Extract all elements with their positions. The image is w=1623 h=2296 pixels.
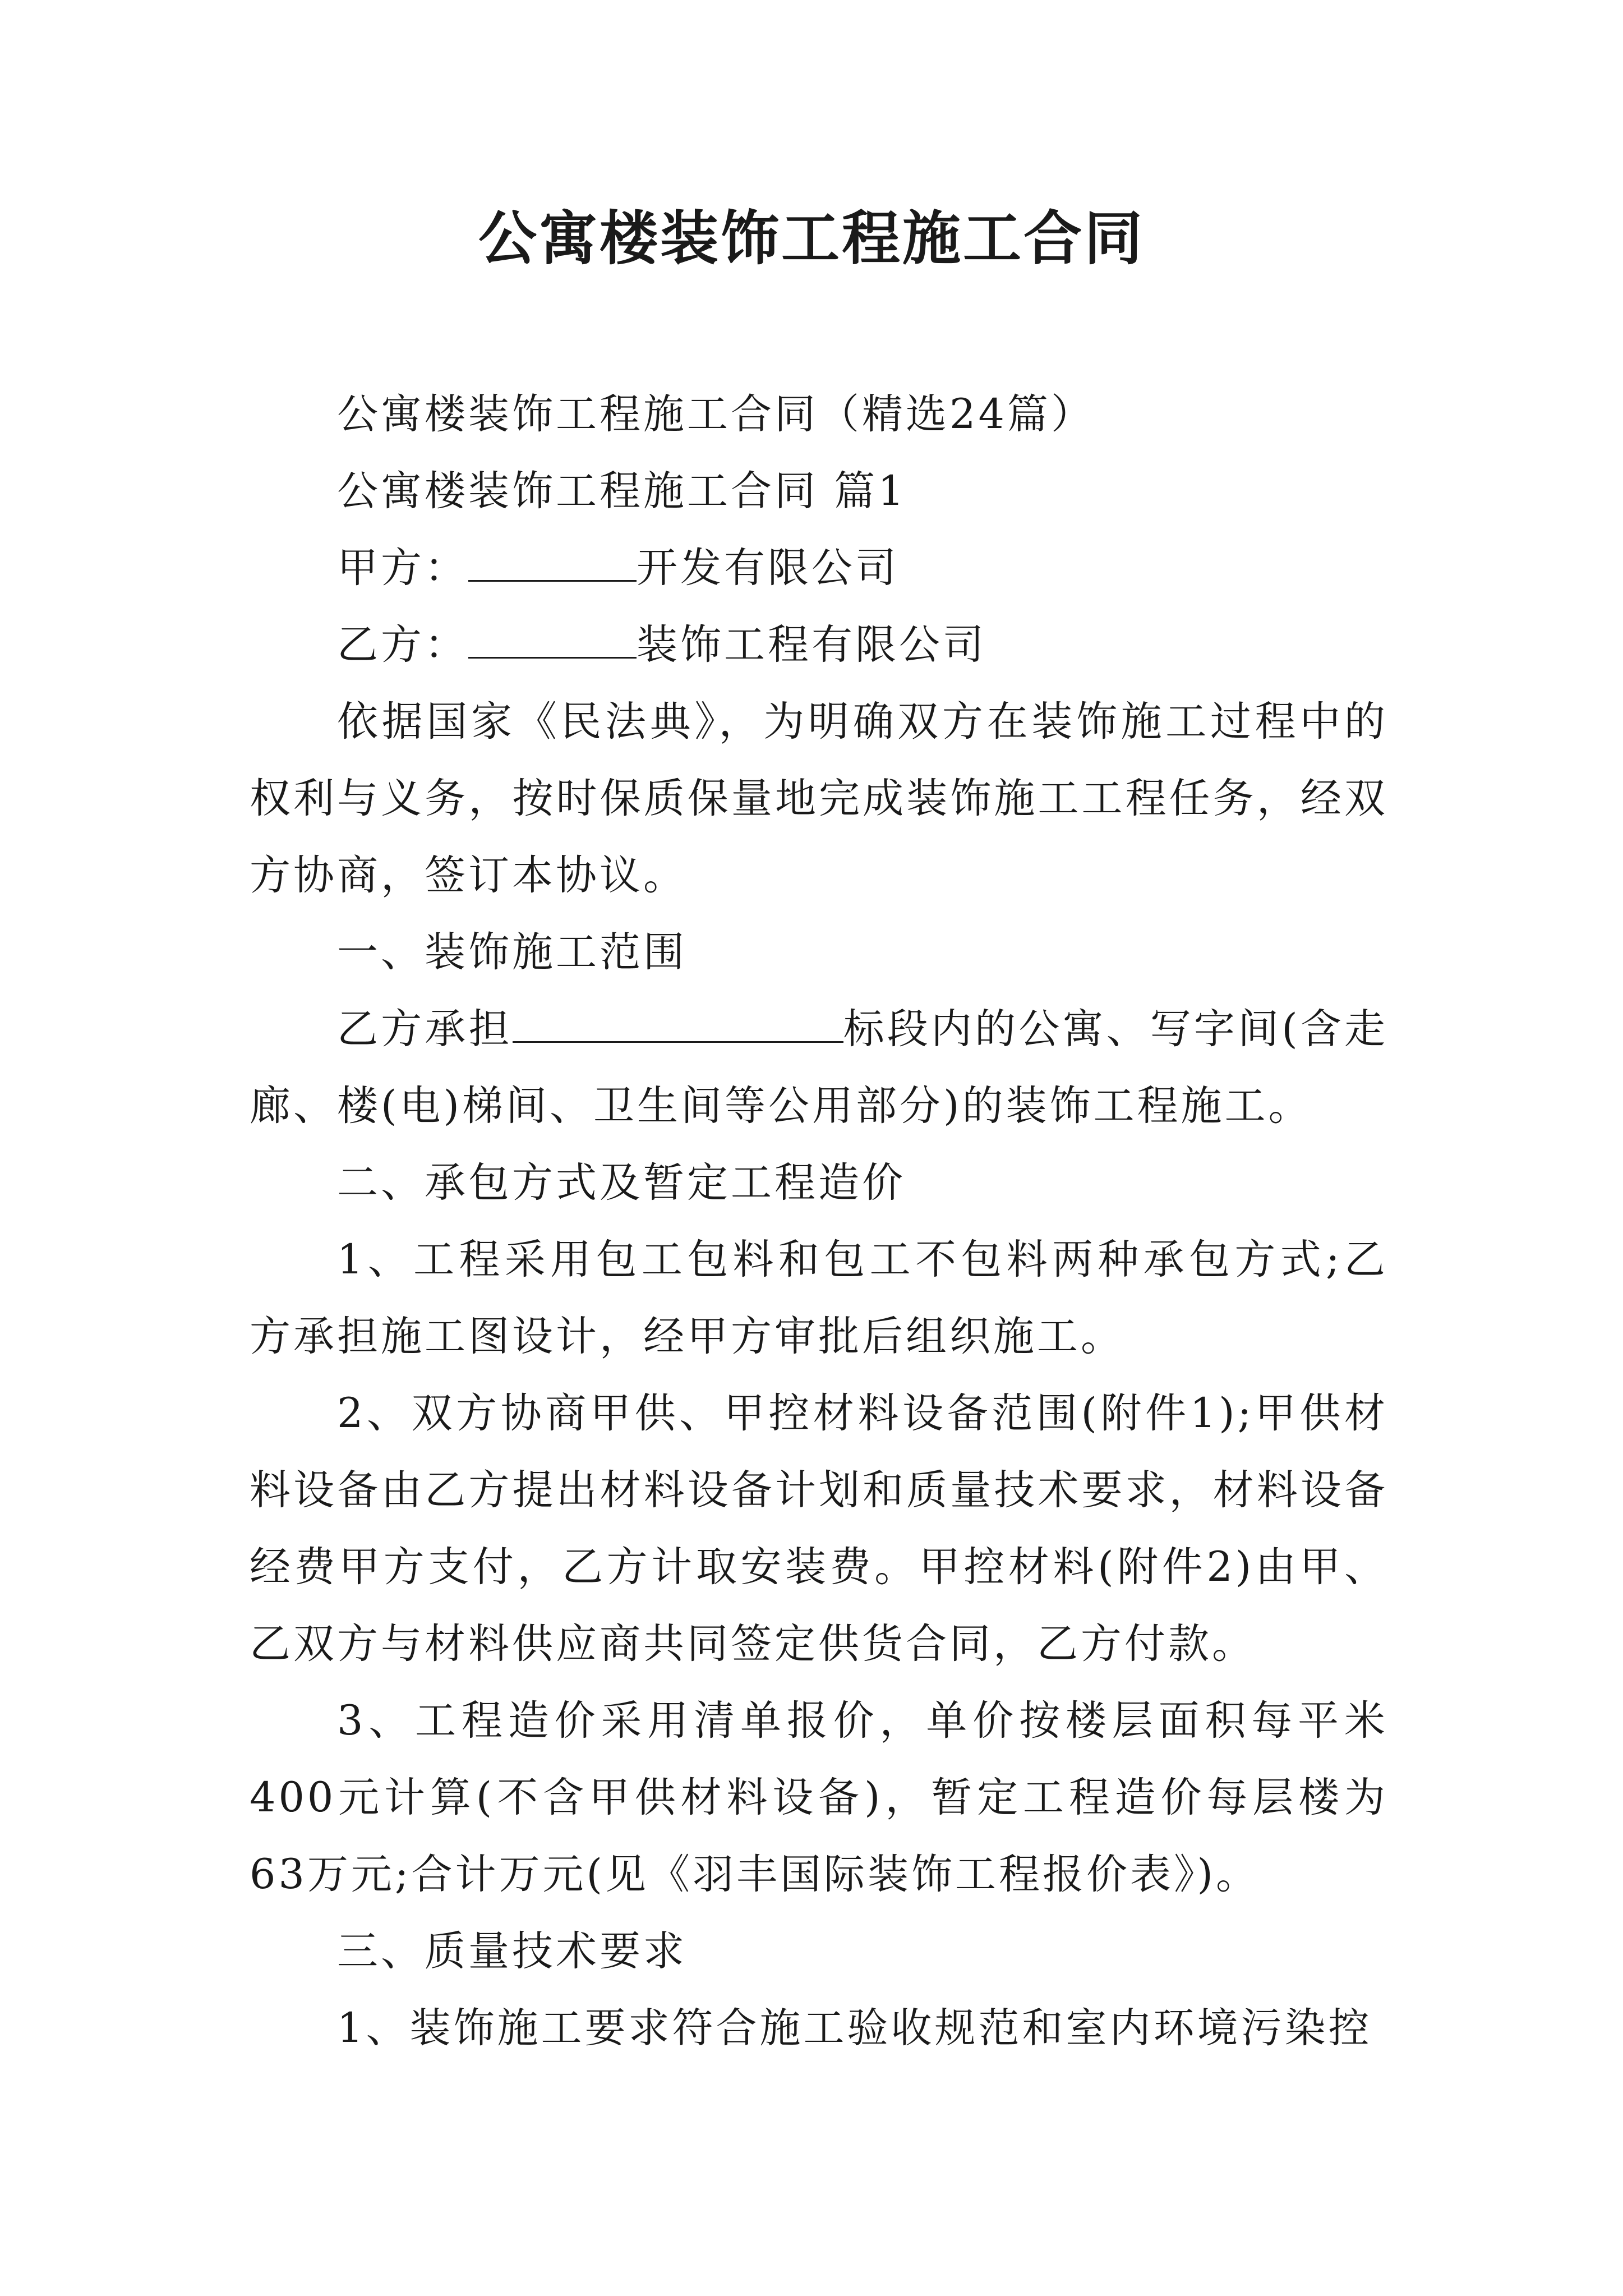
party-b-name: 装饰工程有限公司 (637, 621, 986, 669)
party-a-name: 开发有限公司 (637, 544, 899, 592)
document-title: 公寓楼装饰工程施工合同 (478, 204, 1145, 273)
section-3-item-1: 1、装饰施工要求符合施工验收规范和室内环境污染控 (337, 2004, 1372, 2052)
document-body (250, 376, 1388, 2067)
section-3-heading: 三、质量技术要求 (337, 1927, 687, 1975)
section-2-item-2: 2、双方协商甲供、甲控材料设备范围(附件1);甲供材料设备由乙方提出材料设备计划和质量技术要求，材料设备经费甲方支付，乙方计取安装费。甲控材料(附件2)由甲、乙双方与材料供应商共同签定供货合同，乙方付款。 (250, 1389, 1388, 1668)
section-heading: 公寓楼装饰工程施工合同 篇1 (337, 467, 907, 515)
section-2-heading: 二、承包方式及暂定工程造价 (337, 1159, 906, 1207)
section-1-blank (513, 1006, 843, 1043)
party-a-blank (468, 545, 637, 582)
section-1-heading: 一、装饰施工范围 (337, 928, 687, 976)
party-a-label: 甲方： (337, 544, 468, 592)
party-b-line (250, 606, 1388, 683)
section-2-item-1: 1、工程采用包工包料和包工不包料两种承包方式;乙方承担施工图设计，经甲方审批后组织施工。 (250, 1236, 1388, 1360)
section-1-post: 标段内的公寓、写字间(含走廊、楼(电)梯间、卫生间等公用部分)的装饰工程施工。 (250, 1005, 1388, 1130)
intro-paragraph: 依据国家《民法典》，为明确双方在装饰施工过程中的权利与义务，按时保质保量地完成装饰施工工程任务，经双方协商，签订本协议。 (250, 698, 1388, 899)
party-b-blank (468, 622, 637, 659)
section-2-item-3: 3、工程造价采用清单报价，单价按楼层面积每平米400元计算(不含甲供材料设备)，暂定工程造价每层楼为63万元;合计万元(见《羽丰国际装饰工程报价表》)。 (250, 1697, 1388, 1898)
section-1-paragraph (250, 991, 1388, 1144)
subtitle: 公寓楼装饰工程施工合同（精选24篇） (337, 390, 1095, 438)
section-1-pre: 乙方承担 (337, 1005, 513, 1053)
party-a-line (250, 530, 1388, 606)
party-b-label: 乙方： (337, 621, 468, 669)
